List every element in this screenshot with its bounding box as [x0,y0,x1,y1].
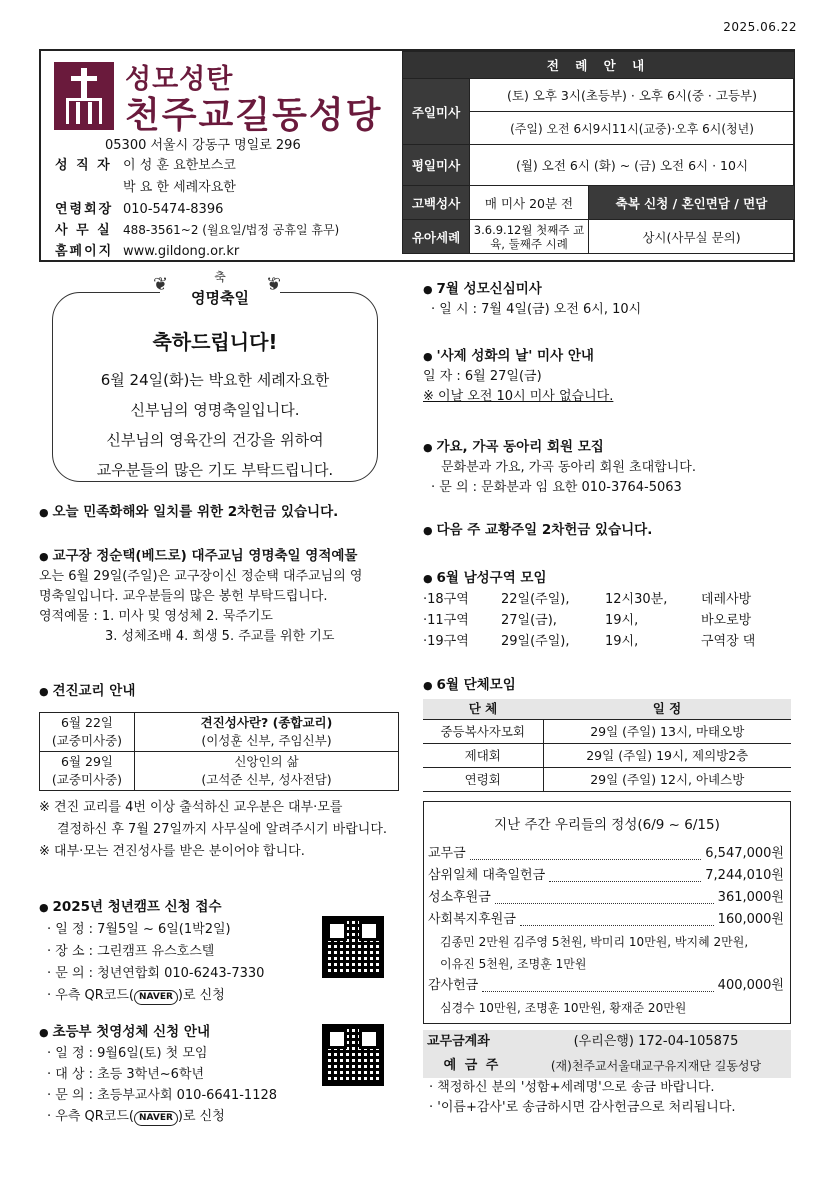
council-row: 연령회장 010-5474-8396 [55,202,224,217]
archbishop-heading: ● 교구장 정순택(베드로) 대주교님 영명축일 영적예물 [39,546,409,567]
sunday-mass-label: 주일미사 [403,79,470,145]
priest-day-section: ● '사제 성화의 날' 미사 안내 일 자 : 6월 27일(금) ※ 이날 오전 10시 미사 없습니다. [423,346,793,407]
choir-recruit-section: ● 가요, 가곡 동아리 회원 모집 문화분과 가요, 가곡 동아리 회원 초대합니다. · 문 의 : 문화분과 임 요한 010-3764-5063 [423,437,793,498]
naver-badge: NAVER [134,1111,178,1126]
blessing-label: 축복 신청 / 혼인면담 / 면담 [589,186,795,220]
table-row: 중등복사자모회 29일 (주일) 13시, 마태오방 [423,720,791,744]
first-communion-heading: ● 초등부 첫영성체 신청 안내 [39,1022,409,1043]
confirmation-heading: ● 견진교리 안내 [39,681,409,702]
list-item: ·19구역 29일(주일), 19시, 구역장 댁 [423,634,756,649]
first-communion-qr-icon[interactable] [322,1024,384,1086]
papal-offering-notice: ● 다음 주 교황주일 2차헌금 있습니다. [423,520,793,541]
feast-label [160,268,280,308]
offering-row: 삼위일체 대축일헌금 7,244,010원 [428,865,784,887]
men-zone-section: ● 6월 남성구역 모임 ·18구역 22일(주일), 12시30분, 데레사방 ·11구역 27일(금), 19시, 바오로방 ·19구역 29일(주일), 19시, 구역장 댁 [423,568,793,652]
feast-line-3: 신부님의 영육간의 건강을 위하여 [106,431,324,449]
group-meeting-section: ● 6월 단체모임 단 체 일 정 중등복사자모회 29일 (주일) 13시, 마태오방 제대회 29일 (주일) 19시, 제의방2층 연령회 29일 (주일) 12시, 아녜스방 [423,675,793,792]
infant-baptism-note: 상시(사무실 문의) [589,220,795,254]
sunday-mass-2: (주일) 오전 6시9시11시(교중)·오후 6시(청년) [470,112,795,145]
header-box [39,49,795,262]
parish-subtitle: 성모성탄 [125,64,234,95]
confession-time: 매 미사 20분 전 [470,186,589,220]
list-item: ·11구역 27일(금), 19시, 바오로방 [423,613,752,628]
website-row: 홈페이지 www.gildong.or.kr [55,244,240,259]
weekday-mass-label: 평일미사 [403,145,470,186]
offering-row: 감사헌금 400,000원 [428,975,784,997]
laurel-left-icon: ❦ [153,274,169,295]
table-row: 제대회 29일 (주일) 19시, 제의방2층 [423,744,791,768]
sunday-mass-1: (토) 오후 3시(초등부) · 오후 6시(중 · 고등부) [470,79,795,112]
clergy-row: 성 직 자 이 성 훈 요한보스코 [55,158,236,173]
notice-archbishop: ● 교구장 정순택(베드로) 대주교님 영명축일 영적예물 오는 6월 29일(주일)은 교구장이신 정순택 대주교님의 영 명축일입니다. 교우분들의 많은 봉헌 부탁드립니다. 영적예물 : 1. 미사 및 영성체 2. 묵주기도 3. 성체조배 4. 희생 5. 주교를 위한 기도 [39,546,409,647]
group-table: 단 체 일 정 중등복사자모회 29일 (주일) 13시, 마태오방 제대회 29일 (주일) 19시, 제의방2층 연령회 29일 (주일) 12시, 아녜스방 [423,699,791,792]
infant-baptism-label: 유아세례 [403,220,470,254]
youth-camp-qr-icon[interactable] [322,916,384,978]
office-row: 사 무 실 488-3561~2 (월요일/법정 공휴일 휴무) [55,223,340,238]
feast-line-4: 교우분들의 많은 기도 부탁드립니다. [96,461,334,479]
naver-badge: NAVER [134,990,178,1005]
clergy-row-2: 박 요 한 세례자요한 [123,180,236,195]
table-row: 연령회 29일 (주일) 12시, 아녜스방 [423,768,791,792]
confession-label: 고백성사 [403,186,470,220]
offering-row: 교무금 6,547,000원 [428,843,784,865]
parish-address: 05300 서울시 강동구 명일로 296 [105,138,301,153]
feast-subtitle: 영명축일 [191,289,249,307]
table-row: 6월 22일 (교중미사중) 견진성사란? (종합교리) (이성훈 신부, 주임신부) [40,713,399,752]
weekday-mass: (월) 오전 6시 (화) ~ (금) 오전 6시 · 10시 [470,145,795,186]
youth-camp-section: ● 2025년 청년캠프 신청 접수 · 일 정 : 7월5일 ~ 6일(1박2일) · 장 소 : 그린캠프 유스호스텔 · 문 의 : 청년연합회 010-6243-7330 · 우측 QR코드( NAVER )로 신청 [39,896,409,1007]
feast-small: 축 [214,270,226,284]
website-link[interactable]: www.gildong.or.kr [123,244,240,259]
parish-info [41,51,401,260]
mass-schedule-title: 전 례 안 내 [403,52,795,79]
offering-row: 성소후원금 361,000원 [428,887,784,909]
marian-mass-section: ● 7월 성모신심미사 · 일 시 : 7월 4일(금) 오전 6시, 10시 [423,279,793,320]
bulletin-date: 2025.06.22 [723,20,797,34]
infant-baptism-schedule: 3.6.9.12월 첫째주 교육, 둘째주 시례 [470,220,589,254]
first-communion-section: ● 초등부 첫영성체 신청 안내 · 일 정 : 9월6일(토) 첫 모임 · 대 상 : 초등 3학년~6학년 · 문 의 : 초등부교사회 010-6641-1128 · 우측 QR코드( NAVER )로 신청 [39,1022,409,1127]
youth-camp-heading: ● 2025년 청년캠프 신청 접수 [39,896,409,919]
feast-box [52,292,378,482]
church-logo-icon [54,62,114,130]
feast-line-1: 6월 24일(화)는 박요한 세례자요한 [100,371,330,389]
notice-offering: ● 오늘 민족화해와 일치를 위한 2차헌금 있습니다. [39,502,399,523]
confirmation-table [39,712,399,791]
laurel-right-icon: ❦ [266,274,282,295]
mass-schedule [402,51,795,260]
account-box: 교무금계좌 (우리은행) 172-04-105875 예 금 주 (재)천주교서울대교구유지재단 길동성당 · 책정하신 분의 '성함+세례명'으로 송금 바랍니다. · '이름+감사'로 송금하시면 감사헌금으로 처리됩니다. [423,1030,791,1118]
parish-title: 천주교길동성당 [125,95,383,136]
account-number[interactable]: (우리은행) 172-04-105875 [521,1030,791,1054]
offering-title: 지난 주간 우리들의 정성(6/9 ~ 6/15) [494,817,720,833]
offering-row: 사회복지후원금 160,000원 [428,909,784,931]
list-item: ·18구역 22일(주일), 12시30분, 데레사방 [423,592,752,607]
feast-line-2: 신부님의 영명축일입니다. [130,401,300,419]
confirmation-section: ● 견진교리 안내 6월 22일 (교중미사중) 견진성사란? (종합교리) (이성훈 신부, 주임신부) 6월 29일 (교중미사중) 신앙인의 삶 (고석준 신부, 성사전담) ※ 견진 교리를 4번 이상 출석하신 교우분은 대부·모를 결정하신 후 7월 27일까지 사무실에 알려주시기 바랍니다. ※ 대부·모는 견진성사를 받은 분이어야 합니다. [39,681,409,863]
feast-title: 축하드립니다! [152,330,278,354]
offering-box: 지난 주간 우리들의 정성(6/9 ~ 6/15) 교무금 6,547,000원 삼위일체 대축일헌금 7,244,010원 성소후원금 361,000원 사회복지후원금 160,000원 김종민 2만원 김주영 5천원, 박미리 10만원, 박지혜 2만원, 이유진 5천원, 조명훈 1만원 감사헌금 400,000원 심경수 10만원, 조명훈 10만원, 황재준 20만원 [423,801,791,1024]
table-row: 6월 29일 (교중미사중) 신앙인의 삶 (고석준 신부, 성사전담) [40,752,399,791]
